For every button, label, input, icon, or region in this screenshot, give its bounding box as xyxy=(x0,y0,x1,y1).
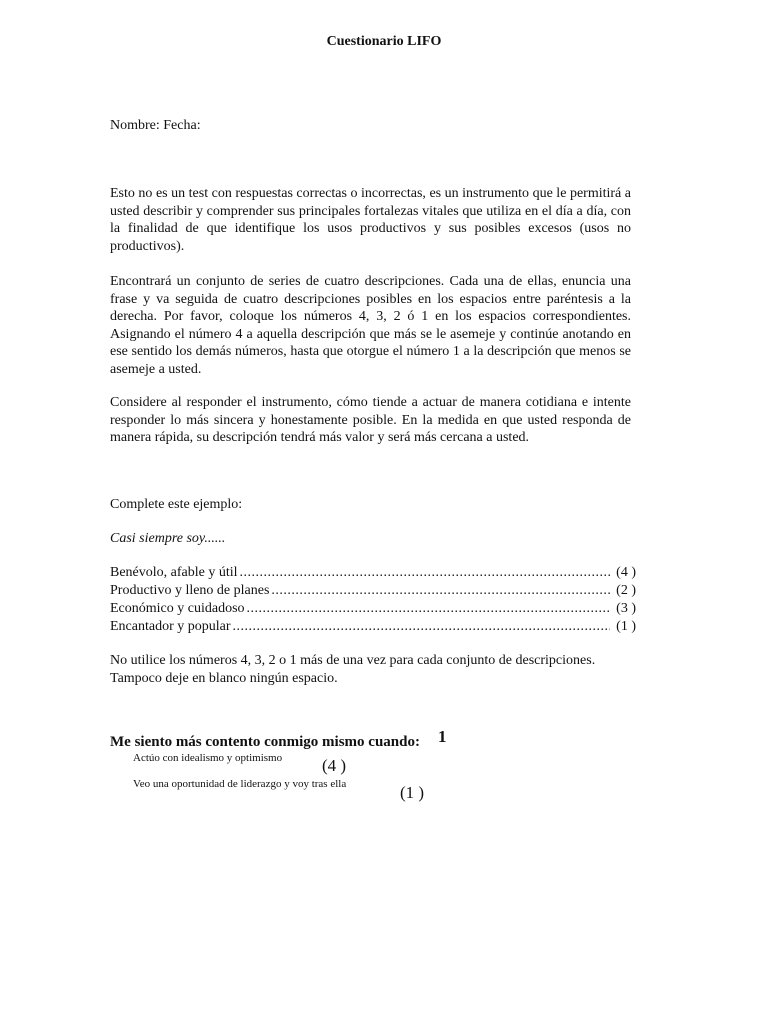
example-item xyxy=(110,619,636,637)
question-option-1: Actúo con idealismo y optimismo xyxy=(133,752,283,764)
example-item xyxy=(110,583,636,601)
example-item-label: Benévolo, afable y útil xyxy=(110,565,238,580)
intro-paragraph-1: Esto no es un test con respuestas correctas o incorrectas, es un instrumento que le permitirá a usted describir y comprender sus principales fortalezas vitales que utiliza en el día a día, con la finalidad de que identifique los usos productivos y sus posibles excesos (usos no productivos). xyxy=(110,186,631,254)
example-heading: Complete este ejemplo: xyxy=(110,497,243,512)
leader-dots xyxy=(233,619,610,635)
question-answer-1[interactable]: (4 ) xyxy=(322,756,347,775)
leader-dots xyxy=(271,583,610,599)
leader-dots xyxy=(247,601,610,617)
example-item xyxy=(110,565,636,583)
intro-paragraph-2: Encontrará un conjunto de series de cuatro descripciones. Cada una de ellas, enuncia una frase y va seguida de cuatro descripciones posibles en los espacios entre paréntesis a la derecha. Por favor, coloque los números 4, 3, 2 ó 1 en los espacios correspondientes. Asignando el número 4 a aquella descripción que más se le asemeje y continúe anotando en ese sentido los demás números, hasta que otorgue el número 1 a la descripción que menos se asemeje a usted. xyxy=(110,274,631,377)
example-item-label: Productivo y lleno de planes xyxy=(110,583,270,598)
leader-dots xyxy=(240,565,610,581)
example-item-score: (1 ) xyxy=(616,619,636,634)
name-date-fields: Nombre: Fecha: xyxy=(110,118,201,133)
example-item-label: Económico y cuidadoso xyxy=(110,601,245,616)
intro-paragraph-3: Considere al responder el instrumento, cómo tiende a actuar de manera cotidiana e intente responder lo más sincera y honestamente posible. En la medida en que usted responda de manera rápida, su descripción tendrá más valor y será más cercana a usted. xyxy=(110,395,631,445)
example-list xyxy=(110,565,636,637)
document-title: Cuestionario LIFO xyxy=(326,34,442,49)
question-number: 1 xyxy=(438,727,447,746)
question-option-2: Veo una oportunidad de liderazgo y voy tras ella xyxy=(133,778,347,790)
instructions-warning: No utilice los números 4, 3, 2 o 1 más de una vez para cada conjunto de descripciones. Tampoco deje en blanco ningún espacio. xyxy=(110,653,596,686)
question-heading: Me siento más contento conmigo mismo cuando: xyxy=(110,734,420,750)
example-item-score: (4 ) xyxy=(616,565,636,580)
question-answer-2[interactable]: (1 ) xyxy=(400,783,425,802)
example-lead: Casi siempre soy...... xyxy=(110,531,226,546)
example-item-score: (2 ) xyxy=(616,583,636,598)
example-item-label: Encantador y popular xyxy=(110,619,231,634)
example-item xyxy=(110,601,636,619)
example-item-score: (3 ) xyxy=(616,601,636,616)
